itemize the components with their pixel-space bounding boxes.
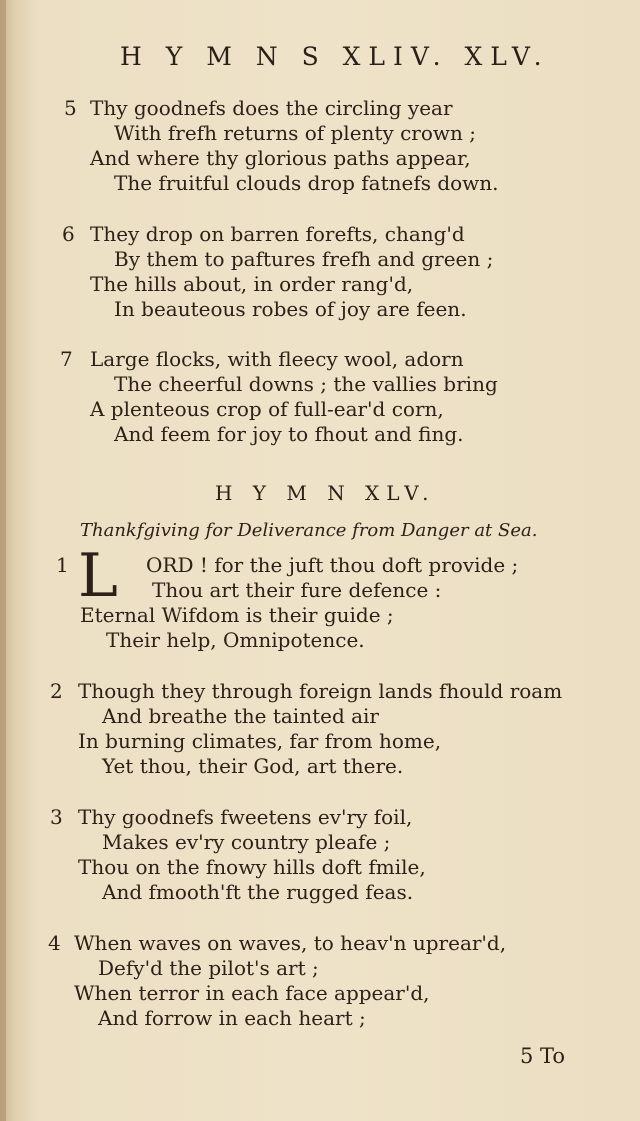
verse-line	[50, 679, 610, 704]
verse-line: Their help, Omnipotence.	[106, 628, 365, 652]
verse-line	[50, 805, 610, 830]
verse-text: Thy goodnefs fweetens ev'ry foil,	[78, 805, 413, 829]
verse-line: By them to paftures frefh and green ;	[114, 247, 494, 271]
verse-line: A plenteous crop of full-ear'd corn,	[90, 397, 444, 421]
verse-line: In beauteous robes of joy are feen.	[114, 297, 467, 321]
verse-text: When waves on waves, to heav'n uprear'd,	[74, 931, 507, 955]
verse-line	[58, 96, 618, 121]
verse-line	[58, 347, 618, 372]
stanza-number: 5	[64, 96, 77, 120]
verse-line: The cheerful downs ; the vallies bring	[114, 372, 498, 396]
verse-line: When terror in each face appear'd,	[74, 981, 430, 1005]
stanza-number: 4	[48, 931, 61, 955]
verse-line: Yet thou, their God, art there.	[102, 754, 404, 778]
verse-line	[58, 222, 618, 247]
stanza-3	[50, 805, 610, 905]
verse-text: They drop on barren forefts, chang'd	[90, 222, 465, 246]
verse-line: And forrow in each heart ;	[98, 1006, 366, 1030]
verse-line: And where thy glorious paths appear,	[90, 146, 471, 170]
hymn-subtitle: Thankfgiving for Deliverance from Danger at Sea.	[80, 520, 538, 541]
verse-line: Thou on the fnowy hills doft fmile,	[78, 855, 426, 879]
verse-line: In burning climates, far from home,	[78, 729, 442, 753]
verse-text: Large flocks, with fleecy wool, adorn	[90, 347, 464, 371]
verse-line: Makes ev'ry country pleafe ;	[102, 830, 391, 854]
verse-line: And fmooth'ft the rugged feas.	[102, 880, 414, 904]
verse-line: Eternal Wifdom is their guide ;	[80, 603, 394, 627]
stanza-number: 6	[62, 222, 75, 246]
stanza-4	[48, 931, 608, 1031]
verse-line: The fruitful clouds drop fatnefs down.	[114, 171, 499, 195]
stanza-number: 1	[56, 553, 69, 577]
stanza-number: 7	[60, 347, 73, 371]
verse-text: Though they through foreign lands fhould roam	[78, 679, 563, 703]
stanza-number: 3	[50, 805, 63, 829]
drop-cap: L	[78, 541, 118, 611]
verse-line: Thou art their fure defence :	[152, 578, 442, 602]
stanza-7	[58, 347, 618, 447]
verse-line: The hills about, in order rang'd,	[90, 272, 414, 296]
stanza-6	[58, 222, 618, 322]
verse-line: With frefh returns of plenty crown ;	[114, 121, 477, 145]
stanza-1	[56, 541, 618, 653]
stanza-number: 2	[50, 679, 63, 703]
stanza-5	[58, 96, 618, 196]
verse-line: ORD ! for the juft thou doft provide ;	[146, 553, 519, 577]
verse-text: Thy goodnefs does the circling year	[90, 96, 453, 120]
running-head: H Y M N S XLIV. XLV.	[120, 42, 550, 71]
verse-line: And breathe the tainted air	[102, 704, 379, 728]
verse-line: And feem for joy to fhout and fing.	[114, 422, 464, 446]
verse-line	[48, 931, 608, 956]
hymn-title: H Y M N XLV.	[215, 481, 436, 505]
stanza-2	[50, 679, 610, 779]
catchword: 5 To	[520, 1044, 566, 1068]
verse-line: Defy'd the pilot's art ;	[98, 956, 319, 980]
